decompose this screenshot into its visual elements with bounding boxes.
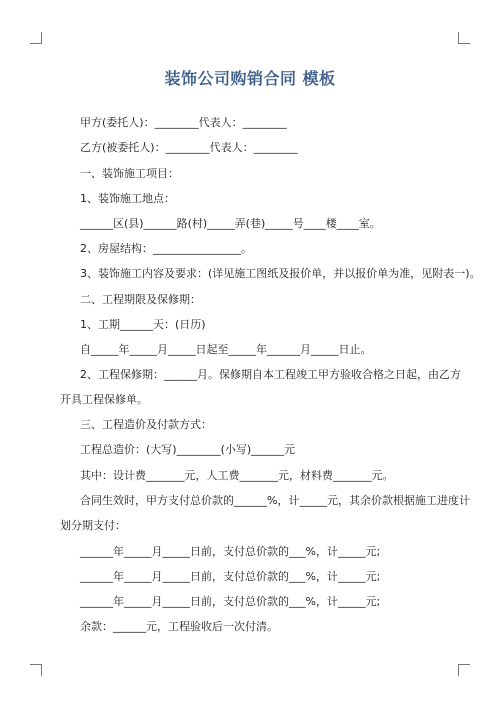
duration-line: 1、工期______天：(日历): [80, 318, 206, 331]
section-1-heading: 一、装饰施工项目：: [80, 167, 179, 180]
date-range-line: 自_____年_____月_____日起至_____年______月_____日止。: [80, 343, 372, 356]
warranty-line-cont: 开具工程保修单。: [60, 393, 148, 406]
party-b-line: 乙方(被委托人)：________代表人：________: [80, 141, 298, 154]
crop-mark-top-left: [30, 32, 42, 44]
fee-breakdown-line: 其中：设计费_______元，人工费_______元，材料费_______元。: [80, 469, 394, 482]
party-a-line: 甲方(委托人)：________代表人：________: [80, 116, 287, 129]
construction-location-label: 1、装饰施工地点：: [80, 192, 175, 205]
construction-content-line: 3、装饰施工内容及要求：(详见施工图纸及报价单，并以报价单为准，见附表一)。: [80, 267, 481, 280]
installment-line-1: ______年_____月_____日前，支付总价款的___%，计_____元;: [80, 545, 381, 558]
total-price-line: 工程总造价：(大写)________(小写)______元: [80, 443, 296, 456]
address-line: ______区(县)______路(村)_____弄(巷)_____号____楼____室。: [80, 217, 381, 230]
installment-line-2: ______年_____月_____日前，支付总价款的___%，计_____元;: [80, 570, 381, 583]
section-2-heading: 二、工程期限及保修期：: [80, 293, 201, 306]
document-title: 装饰公司购销合同 模板: [164, 69, 336, 88]
warranty-line: 2、工程保修期：______月。保修期自本工程竣工甲方验收合格之日起，由乙方: [80, 368, 461, 381]
house-structure-line: 2、房屋结构：________________。: [80, 242, 252, 255]
section-3-heading: 三、工程造价及付款方式：: [80, 418, 212, 431]
crop-mark-bottom-left: [30, 664, 42, 676]
payment-terms-line: 合同生效时，甲方支付总价款的______%，计_____元，其余价款根据施工进度计: [80, 494, 470, 507]
crop-mark-top-right: [458, 32, 470, 44]
payment-terms-line-cont: 划分期支付：: [60, 519, 126, 532]
installment-line-3: ______年_____月_____日前，支付总价款的___%，计_____元;: [80, 595, 381, 608]
crop-mark-bottom-right: [458, 664, 470, 676]
balance-line: 余款：______元，工程验收后一次付清。: [80, 620, 278, 633]
